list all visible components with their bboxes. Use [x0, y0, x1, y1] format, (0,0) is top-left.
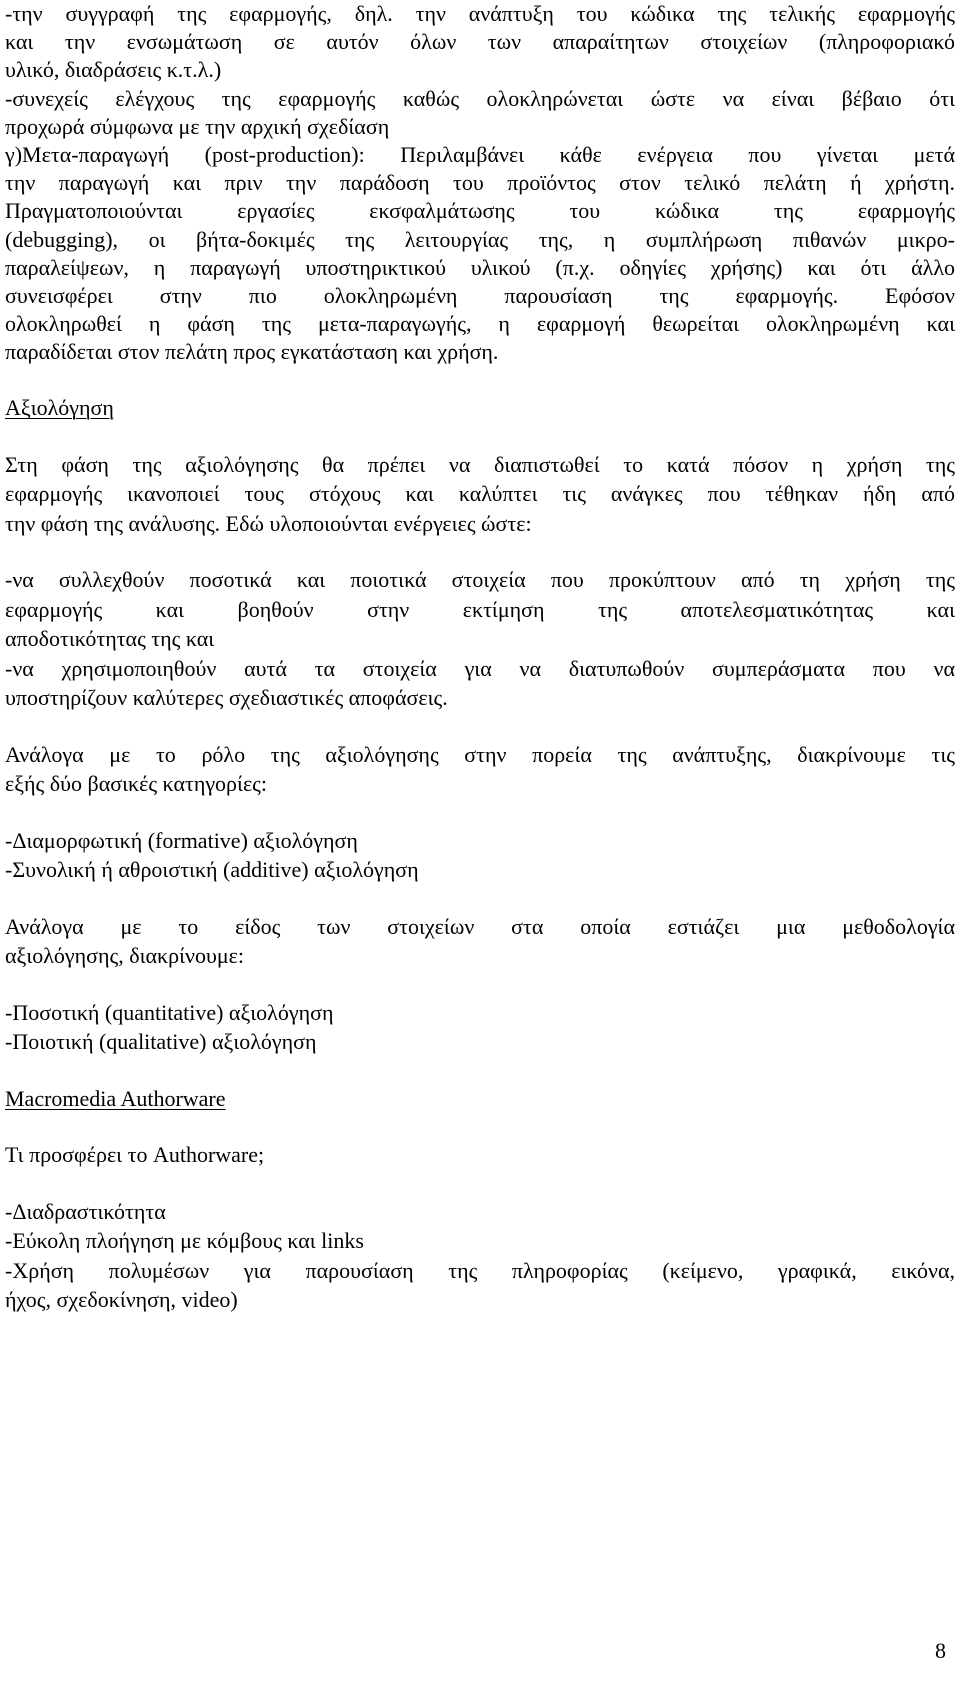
intro-section — [5, 0, 955, 366]
text-line: υλικό, διαδράσεις κ.τ.λ.) — [5, 57, 222, 83]
text-line: γ)Μετα-παραγωγή (post-production): Περιλαμβάνει κάθε ενέργεια που γίνεται μετά — [5, 141, 955, 167]
list-item: -Ποιοτική (qualitative) αξιολόγηση — [5, 1029, 317, 1055]
text-line: την φάση της ανάλυσης. Εδώ υλοποιούνται ενέργειες ώστε: — [5, 510, 532, 536]
text-line: ολοκληρωθεί η φάση της μετα-παραγωγής, η εφαρμογή θεωρείται ολοκληρωμένη και — [5, 311, 955, 337]
list-item: -Ποσοτική (quantitative) αξιολόγηση — [5, 999, 334, 1025]
page-number: 8 — [935, 1638, 946, 1663]
document-page — [5, 0, 955, 1315]
list-item: -Εύκολη πλοήγηση με κόμβους και links — [5, 1228, 364, 1254]
paragraph — [5, 565, 955, 713]
list-item: ήχος, σχεδοκίνηση, video) — [5, 1287, 238, 1313]
text-line: εξής δύο βασικές κατηγορίες: — [5, 771, 268, 797]
text-line: παραλείψεων, η παραγωγή υποστηρικτικού υλικού (π.χ. οδηγίες χρήσης) και ότι άλλο — [5, 254, 955, 280]
list-item: -Χρήση πολυμέσων για παρουσίαση της πληροφορίας (κείμενο, γραφικά, εικόνα, — [5, 1257, 955, 1283]
text-line: συνεισφέρει στην πιο ολοκληρωμένη παρουσίαση της εφαρμογής. Εφόσον — [5, 282, 955, 308]
text-line: και την ενσωμάτωση σε αυτόν όλων των απαραίτητων στοιχείων (πληροφοριακό — [5, 29, 955, 55]
text-line: (debugging), οι βήτα-δοκιμές της λειτουργίας της, η συμπλήρωση πιθανών μικρο- — [5, 226, 955, 252]
text-line: Ανάλογα με το είδος των στοιχείων στα οποία εστιάζει μια μεθοδολογία — [5, 913, 955, 939]
text-line: εφαρμογής και βοηθούν στην εκτίμηση της αποτελεσματικότητας και — [5, 596, 955, 622]
list-item: -Συνολική ή αθροιστική (additive) αξιολόγηση — [5, 857, 419, 883]
text-line: Στη φάση της αξιολόγησης θα πρέπει να διαπιστωθεί το κατά πόσον η χρήση της — [5, 451, 955, 477]
text-line: -να χρησιμοποιηθούν αυτά τα στοιχεία για να διατυπωθούν συμπεράσματα που να — [5, 655, 955, 681]
text-line: εφαρμογής ικανοποιεί τους στόχους και καλύπτει τις ανάγκες που τέθηκαν ήδη από — [5, 481, 955, 507]
list-item: -Διαδραστικότητα — [5, 1198, 166, 1224]
text-line: παραδίδεται στον πελάτη προς εγκατάσταση και χρήση. — [5, 339, 499, 365]
text-line: -συνεχείς ελέγχους της εφαρμογής καθώς ολοκληρώνεται ώστε να είναι βέβαιο ότι — [5, 85, 955, 111]
authorware-section — [5, 1084, 955, 1315]
paragraph — [5, 450, 955, 539]
text-line: υποστηρίζουν καλύτερες σχεδιαστικές αποφάσεις. — [5, 685, 448, 711]
text-line: Πραγματοποιούνται εργασίες εκσφαλμάτωσης του κώδικα της εφαρμογής — [5, 198, 955, 224]
text-line: προχωρά σύμφωνα με την αρχική σχεδίαση — [5, 113, 390, 139]
text-line: αποδοτικότητας της και — [5, 626, 215, 652]
category-list — [5, 826, 955, 885]
method-list — [5, 998, 955, 1057]
section-heading-wrap — [5, 1084, 955, 1114]
text-line: αξιολόγησης, διακρίνουμε: — [5, 943, 245, 969]
evaluation-section — [5, 393, 955, 1057]
text-line: -να συλλεχθούν ποσοτικά και ποιοτικά στοιχεία που προκύπτουν από τη χρήση της — [5, 567, 955, 593]
text-line: την παραγωγή και πριν την παράδοση του προϊόντος στον τελικό πελάτη ή χρήστη. — [5, 170, 955, 196]
text-line: -την συγγραφή της εφαρμογής, δηλ. την ανάπτυξη του κώδικα της τελικής εφαρμογής — [5, 1, 955, 26]
section-heading-wrap — [5, 393, 955, 423]
text-line: Τι προσφέρει το Authorware; — [5, 1142, 265, 1168]
list-item: -Διαμορφωτική (formative) αξιολόγηση — [5, 827, 358, 853]
paragraph — [5, 912, 955, 971]
section-heading: Macromedia Authorware — [5, 1085, 226, 1111]
feature-list — [5, 1197, 955, 1315]
section-heading: Αξιολόγηση — [5, 395, 114, 421]
paragraph — [5, 740, 955, 799]
text-line: Ανάλογα με το ρόλο της αξιολόγησης στην πορεία της ανάπτυξης, διακρίνουμε τις — [5, 741, 955, 767]
